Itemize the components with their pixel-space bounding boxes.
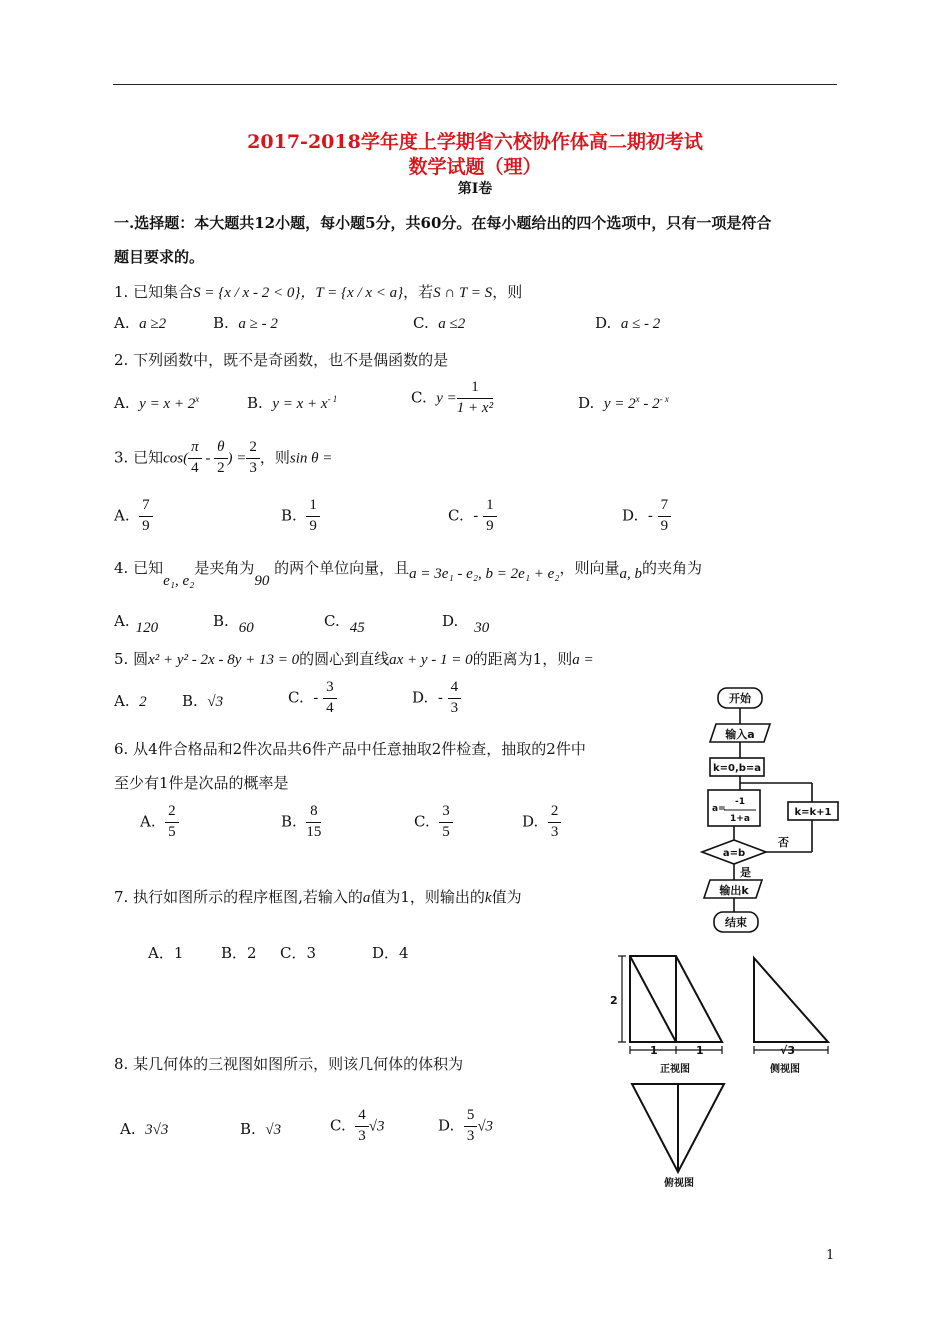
svg-text:1: 1	[650, 1044, 658, 1057]
q4-option-c: C. 45	[324, 612, 365, 636]
q1-option-a: A. a ≥2	[114, 314, 167, 332]
q7-option-d: D．4	[372, 944, 409, 962]
q8-option-b: B. √3	[240, 1120, 282, 1138]
q2-option-a: A. $y = x + 2^x$	[114, 394, 200, 412]
svg-text:2: 2	[610, 994, 618, 1007]
svg-text:开始: 开始	[729, 692, 751, 705]
section-instructions: 一.选择题：本大题共12小题，每小题5分，共60分。在每小题给出的四个选项中，只有一项是符合	[114, 214, 772, 232]
q3-option-c: C. - $\frac{1}{9}$	[448, 498, 497, 535]
q2-option-b: B. $y = x + x^{- 1}$	[247, 394, 338, 412]
question-6-cont: 至少有1件是次品的概率是	[114, 774, 289, 792]
q4-option-d: D. 30	[442, 612, 490, 636]
header-rule	[113, 84, 837, 85]
flowchart-diagram	[700, 680, 850, 940]
q6-option-d: D. $\frac{2}{3}$	[522, 804, 561, 841]
q1-option-d: D. a ≤ - 2	[595, 314, 661, 332]
q5-option-b: B. √3	[182, 692, 224, 710]
question-3: 3. 已知cos( $\frac{\pi}{4}$ - $\frac{\theta}{2}$ ) = $\frac{2}{3}$ ，则sin θ =	[114, 439, 333, 476]
svg-text:输入a: 输入a	[725, 728, 755, 741]
svg-text:输出k: 输出k	[719, 884, 749, 897]
q8-option-a: A. 3√3	[120, 1120, 169, 1138]
question-5: 5. 圆x² + y² - 2x - 8y + 13 = 0的圆心到直线ax + y - 1 = 0的距离为1，则a =	[114, 650, 594, 668]
question-4: 4. 已知e₁, e₂是夹角为90 的两个单位向量，且a = 3e₁ - e₂, b = 2e₁ + e₂，则向量a, b的夹角为	[114, 559, 703, 589]
q3-option-a: A. $\frac{7}{9}$	[114, 498, 153, 535]
q6-option-c: C. $\frac{3}{5}$	[414, 804, 453, 841]
svg-text:俯视图: 俯视图	[664, 1178, 694, 1189]
svg-text:否: 否	[778, 836, 789, 849]
svg-text:a=b: a=b	[722, 848, 746, 859]
q2-option-c: C. y = $\frac{1}{\text{1 + x²}}$	[411, 379, 494, 416]
section-instructions-cont: 题目要求的。	[114, 248, 205, 266]
q5-option-a: A. 2	[114, 692, 147, 710]
q7-option-a: A．1	[148, 944, 184, 962]
exam-title: 2017-2018学年度上学期省六校协作体高二期初考试	[247, 131, 703, 153]
q8-option-d: D. $\frac{5}{3}$ √3	[438, 1107, 494, 1144]
svg-text:k=k+1: k=k+1	[794, 807, 832, 818]
q5-option-c: C. - $\frac{3}{4}$	[288, 680, 337, 717]
q6-option-b: B. $\frac{8}{15}$	[281, 803, 322, 840]
question-2: 2. 下列函数中，既不是奇函数，也不是偶函数的是	[114, 351, 449, 369]
q7-option-c: C．3	[280, 944, 317, 962]
q4-option-a: A. 120	[114, 612, 159, 636]
volume-label: 第Ⅰ卷	[457, 181, 493, 197]
svg-text:√3: √3	[780, 1044, 795, 1057]
three-views-diagram	[610, 950, 850, 1190]
side-view	[754, 958, 828, 1042]
q3-option-d: D. - $\frac{7}{9}$	[622, 498, 671, 535]
svg-text:正视图: 正视图	[660, 1064, 690, 1075]
q7-option-b: B．2	[221, 944, 257, 962]
q6-option-a: A. $\frac{2}{5}$	[140, 804, 179, 841]
page-number: 1	[826, 1248, 835, 1263]
q4-option-b: B. 60	[213, 612, 254, 636]
q8-option-c: C. $\frac{4}{3}$ √3	[330, 1107, 385, 1144]
svg-text:侧视图: 侧视图	[770, 1064, 800, 1075]
svg-text:是: 是	[740, 866, 751, 879]
exam-subtitle: 数学试题（理）	[408, 156, 542, 178]
svg-text:-1: -1	[735, 797, 745, 807]
q3-option-b: B. $\frac{1}{9}$	[281, 498, 320, 535]
q2-option-d: D. $y = 2^x - 2^{- x}$	[578, 394, 669, 412]
q5-option-d: D. - $\frac{4}{3}$	[412, 680, 461, 717]
question-1: 1. 已知集合S = {x / x - 2 < 0}，T = {x / x < a}，若S ∩ T = S，则	[114, 283, 523, 301]
question-6: 6. 从4件合格品和2件次品共6件产品中任意抽取2件检查，抽取的2件中	[114, 740, 586, 758]
svg-text:1+a: 1+a	[730, 814, 750, 824]
question-7: 7. 执行如图所示的程序框图,若输入的a值为1，则输出的k值为	[114, 888, 522, 906]
svg-text:k=0,b=a: k=0,b=a	[712, 763, 762, 774]
svg-text:1: 1	[696, 1044, 704, 1057]
svg-text:结束: 结束	[725, 916, 747, 929]
q1-option-b: B. a ≥ - 2	[213, 314, 278, 332]
question-8: 8. 某几何体的三视图如图所示，则该几何体的体积为	[114, 1055, 464, 1073]
q1-option-c: C. a ≤2	[413, 314, 466, 332]
svg-text:a=: a=	[712, 804, 726, 814]
